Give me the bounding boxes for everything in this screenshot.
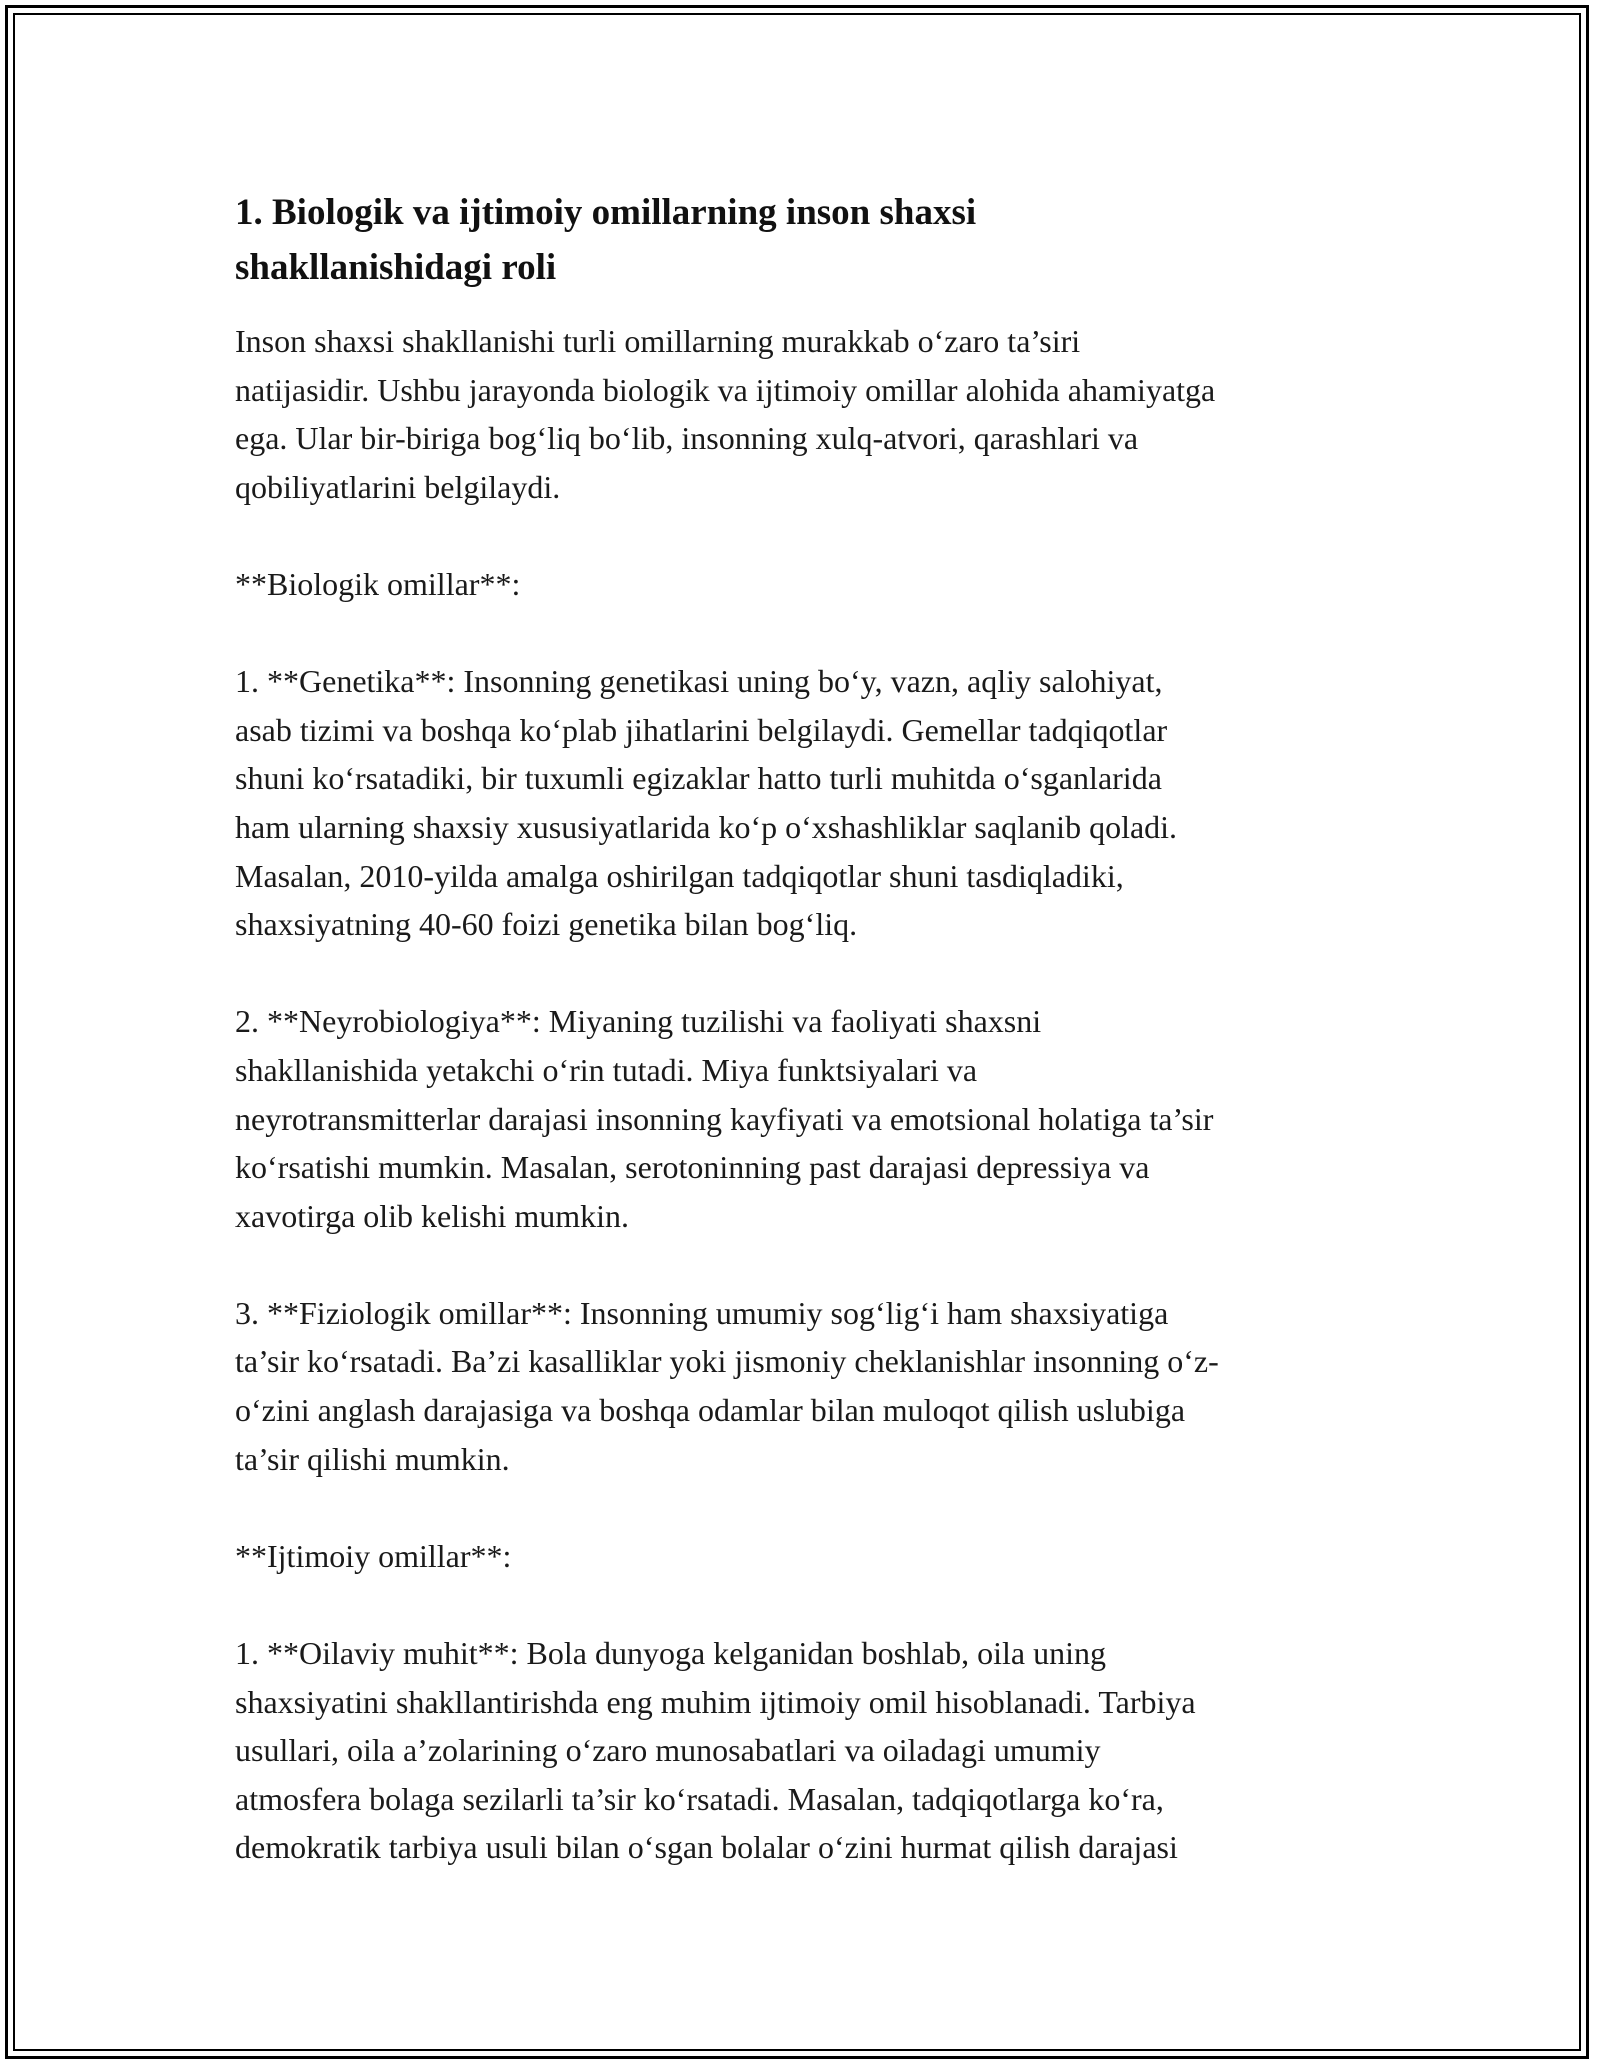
biological-factors-heading: **Biologik omillar**: bbox=[235, 565, 521, 602]
page-title bbox=[235, 185, 1370, 295]
text-line: shuni ko‘rsatadiki, bir tuxumli egizaklar hatto turli muhitda o‘sganlarida bbox=[235, 760, 1162, 797]
text-line: 1. **Oilaviy muhit**: Bola dunyoga kelganidan boshlab, oila uning bbox=[235, 1635, 1106, 1672]
text-line: shaxsiyatini shakllantirishda eng muhim ijtimoiy omil hisoblanadi. Tarbiya bbox=[235, 1683, 1196, 1720]
genetics-paragraph bbox=[235, 657, 1370, 949]
text-line: Masalan, 2010-yilda amalga oshirilgan tadqiqotlar shuni tasdiqladiki, bbox=[235, 857, 1124, 894]
text-line: 3. **Fiziologik omillar**: Insonning umumiy sog‘lig‘i ham shaxsiyatiga bbox=[235, 1294, 1169, 1331]
text-line: qobiliyatlarini belgilaydi. bbox=[235, 468, 561, 505]
text-line: demokratik tarbiya usuli bilan o‘sgan bolalar o‘zini hurmat qilish darajasi bbox=[235, 1829, 1178, 1866]
text-line: Inson shaxsi shakllanishi turli omillarning murakkab o‘zaro ta’siri bbox=[235, 323, 1081, 359]
paragraph-gap bbox=[235, 609, 1370, 658]
paragraph-gap bbox=[235, 949, 1370, 998]
text-line: o‘zini anglash darajasiga va boshqa odamlar bilan muloqot qilish uslubiga bbox=[235, 1392, 1186, 1429]
paragraph-gap bbox=[235, 1483, 1370, 1532]
document-body bbox=[235, 185, 1370, 1872]
text-line: shakllanishida yetakchi o‘rin tutadi. Miya funktsiyalari va bbox=[235, 1051, 978, 1088]
neurobiology-paragraph bbox=[235, 997, 1370, 1240]
text-line: ta’sir ko‘rsatadi. Ba’zi kasalliklar yoki jismoniy cheklanishlar insonning o‘z- bbox=[235, 1343, 1219, 1380]
family-paragraph bbox=[235, 1629, 1370, 1872]
text-line: usullari, oila a’zolarining o‘zaro munosabatlari va oiladagi umumiy bbox=[235, 1732, 1101, 1769]
text-line: 1. **Genetika**: Insonning genetikasi uning bo‘y, vazn, aqliy salohiyat, bbox=[235, 663, 1163, 700]
paragraph-gap bbox=[235, 1580, 1370, 1629]
text-line: neyrotransmitterlar darajasi insonning kayfiyati va emotsional holatiga ta’sir bbox=[235, 1100, 1214, 1137]
text-line: natijasidir. Ushbu jarayonda biologik va ijtimoiy omillar alohida ahamiyatga bbox=[235, 371, 1216, 408]
text-line: shaxsiyatning 40-60 foizi genetika bilan bog‘liq. bbox=[235, 906, 858, 943]
text-line: asab tizimi va boshqa ko‘plab jihatlarini belgilaydi. Gemellar tadqiqotlar bbox=[235, 711, 1168, 748]
paragraph-gap bbox=[235, 1240, 1370, 1289]
text-line: ta’sir qilishi mumkin. bbox=[235, 1440, 510, 1477]
physiology-paragraph bbox=[235, 1289, 1370, 1483]
text-line: xavotirga olib kelishi mumkin. bbox=[235, 1197, 630, 1234]
social-factors-heading: **Ijtimoiy omillar**: bbox=[235, 1537, 512, 1574]
text-line: ega. Ular bir-biriga bog‘liq bo‘lib, insonning xulq-atvori, qarashlari va bbox=[235, 420, 1139, 457]
paragraph-gap bbox=[235, 511, 1370, 560]
text-line: atmosfera bolaga sezilarli ta’sir ko‘rsatadi. Masalan, tadqiqotlarga ko‘ra, bbox=[235, 1780, 1164, 1817]
intro-paragraph bbox=[235, 317, 1370, 511]
title-line-1: 1. Biologik va ijtimoiy omillarning inson shaxsi bbox=[235, 192, 977, 233]
text-line: ko‘rsatishi mumkin. Masalan, serotoninning past darajasi depressiya va bbox=[235, 1149, 1150, 1186]
text-line: ham ularning shaxsiy xususiyatlarida ko‘p o‘xshashliklar saqlanib qoladi. bbox=[235, 808, 1178, 845]
text-line: 2. **Neyrobiologiya**: Miyaning tuzilishi va faoliyati shaxsni bbox=[235, 1003, 1042, 1040]
title-line-2: shakllanishidagi roli bbox=[235, 247, 557, 288]
